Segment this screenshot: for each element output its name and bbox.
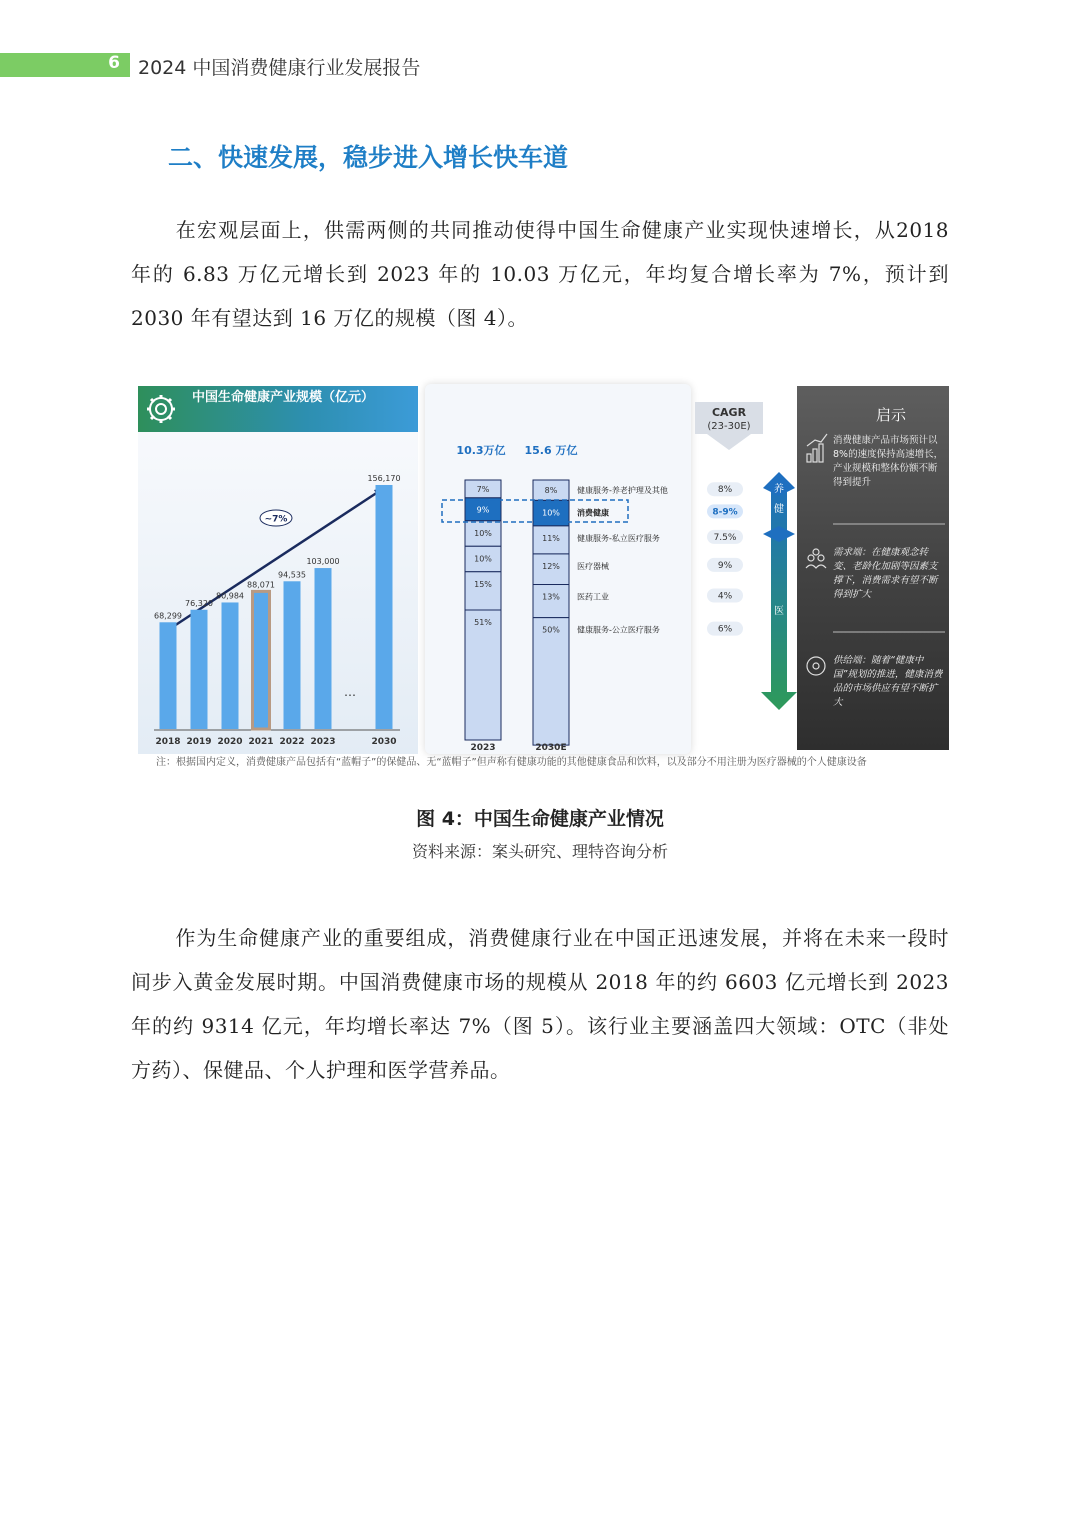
total-2023: 10.3万亿 <box>456 444 506 457</box>
stack-segment-2023-4 <box>465 572 501 610</box>
supply-cycle-icon <box>807 657 825 675</box>
x-tick-label-2030: 2030 <box>371 737 397 747</box>
segment-name-5: 健康服务-公立医疗服务 <box>577 625 660 635</box>
bar-2030 <box>376 485 393 729</box>
x-tick-label-2023: 2023 <box>310 737 336 747</box>
cagr-header-line1: CAGR <box>711 406 747 419</box>
cagr-value-2: 7.5% <box>713 532 737 543</box>
bar-2018 <box>160 622 177 729</box>
figure-4 <box>138 384 950 784</box>
cagr-header-line2: (23-30E) <box>707 421 751 432</box>
paragraph-1-text: 在宏观层面上，供需两侧的共同推动使得中国生命健康产业实现快速增长，从2018 年的 6.83 万亿元增长到 2023 年的 10.03 万亿元，年均复合增长率为 7%，预计到 2030 年有望达到 16 万亿的规模（图 4）。 <box>131 218 949 330</box>
arrow-diamond-2 <box>763 526 795 542</box>
insight-panel <box>797 386 949 750</box>
industry-size-panel <box>138 386 418 754</box>
bar-2022 <box>284 581 301 729</box>
stack-value-2030E-0: 8% <box>544 486 558 496</box>
segment-name-2: 健康服务-私立医疗服务 <box>577 533 660 543</box>
cagr-value-3: 9% <box>717 560 733 571</box>
bar-2019 <box>191 610 208 729</box>
stack-value-2023-5: 51% <box>474 618 492 627</box>
arrow-label-mid: 健 <box>774 504 784 515</box>
growth-label: ~7% <box>264 514 288 525</box>
people-icon <box>806 549 826 568</box>
segment-name-0: 健康服务-养老护理及其他 <box>577 486 668 496</box>
industry-size-header <box>138 386 418 432</box>
stack-category-2030: 2030E <box>535 743 567 753</box>
bar-value-label-2019: 76,320 <box>185 598 213 608</box>
stack-segment-2030E-5 <box>533 618 569 745</box>
bar-value-label-2030: 156,170 <box>367 473 401 483</box>
x-tick-label-2020: 2020 <box>217 737 243 747</box>
arrow-label-top: 养 <box>774 484 784 495</box>
stack-value-2030E-5: 50% <box>542 625 560 635</box>
cagr-value-4: 4% <box>717 591 733 602</box>
stack-value-2030E-4: 13% <box>542 592 560 602</box>
figure-caption: 图 4：中国生命健康产业情况 <box>416 808 664 830</box>
stack-value-2023-0: 7% <box>476 484 490 494</box>
figure-source: 资料来源：案头研究、理特咨询分析 <box>411 842 668 861</box>
stack-value-2023-2: 10% <box>474 528 492 538</box>
bar-2021 <box>253 591 270 729</box>
running-header: 2024 中国消费健康行业发展报告 <box>138 57 421 79</box>
industry-size-plot <box>138 432 418 754</box>
x-tick-label-2019: 2019 <box>186 737 212 747</box>
paragraph-2-text: 作为生命健康产业的重要组成，消费健康行业在中国正迅速发展，并将在未来一段时间步入黄金发展时期。中国消费健康市场的规模从 2018 年的约 6603 亿元增长到 2023 年的约 9314 亿元，年均增长率达 7%（图 5）。该行业主要涵盖四大领域：OTC（非处方药）、保健品、个人护理和医学营养品。 <box>131 926 949 1082</box>
stack-value-2030E-3: 12% <box>542 561 560 571</box>
insight-item-1: 消费健康产品市场预计以8%的速度保持高速增长，产业规模和整体份额不断得到提升 <box>833 435 944 488</box>
paragraph-2 <box>131 916 949 1092</box>
bar-value-label-2018: 68,299 <box>154 611 182 621</box>
bar-value-label-2022: 94,535 <box>278 570 306 580</box>
x-tick-label-2018: 2018 <box>155 737 181 747</box>
stack-category-2023: 2023 <box>470 743 496 753</box>
stack-value-2030E-1: 10% <box>542 508 560 518</box>
stack-value-2023-4: 15% <box>474 579 492 589</box>
page-number: 6 <box>108 53 120 73</box>
total-2030: 15.6 万亿 <box>524 444 578 457</box>
insight-item-2: 需求端：在健康观念转变、老龄化加剧等因素支撑下，消费需求有望不断得到扩大 <box>833 547 938 600</box>
cagr-value-5: 6% <box>717 624 733 635</box>
stack-segment-2023-5 <box>465 610 501 740</box>
gear-icon <box>146 394 176 424</box>
section-title: 二、快速发展，稳步进入增长快车道 <box>168 143 569 172</box>
insight-title: 启示 <box>875 406 907 424</box>
cagr-value-0: 8% <box>717 485 733 496</box>
figure-note: 注：根据国内定义，消费健康产品包括有“蓝帽子”的保健品、无“蓝帽子”但声称有健康功能的其他健康食品和饮料，以及部分不用注册为医疗器械的个人健康设备 <box>156 757 867 768</box>
ellipsis-mark: … <box>344 685 356 699</box>
x-tick-label-2021: 2021 <box>248 737 274 747</box>
segment-name-4: 医药工业 <box>577 592 609 602</box>
bar-2020 <box>222 602 239 729</box>
paragraph-1 <box>131 208 949 340</box>
segment-name-1: 消费健康 <box>577 508 609 518</box>
industry-structure-panel <box>425 384 691 754</box>
industry-size-title: 中国生命健康产业规模（亿元） <box>192 390 375 405</box>
x-tick-label-2022: 2022 <box>279 737 305 747</box>
bar-value-label-2021: 88,071 <box>247 580 275 590</box>
industry-structure-chart <box>425 384 691 754</box>
bar-value-label-2020: 80,984 <box>216 591 244 601</box>
insight-panel-content <box>797 386 949 750</box>
stack-value-2023-3: 10% <box>474 554 492 564</box>
insight-item-3: 供给端：随着“健康中国”规划的推进，健康消费品的市场供应有望不断扩大 <box>833 655 943 708</box>
industry-size-bar-chart <box>138 432 418 754</box>
arrow-label-bottom: 医 <box>774 606 784 617</box>
stack-value-2030E-2: 11% <box>542 533 560 543</box>
bar-2023 <box>315 568 332 729</box>
chart-growth-icon <box>807 434 827 462</box>
cagr-column <box>691 384 797 754</box>
stack-value-2023-1: 9% <box>476 505 490 515</box>
cagr-value-1: 8-9% <box>712 507 738 518</box>
bar-value-label-2023: 103,000 <box>306 557 340 567</box>
segment-name-3: 医疗器械 <box>577 561 609 571</box>
